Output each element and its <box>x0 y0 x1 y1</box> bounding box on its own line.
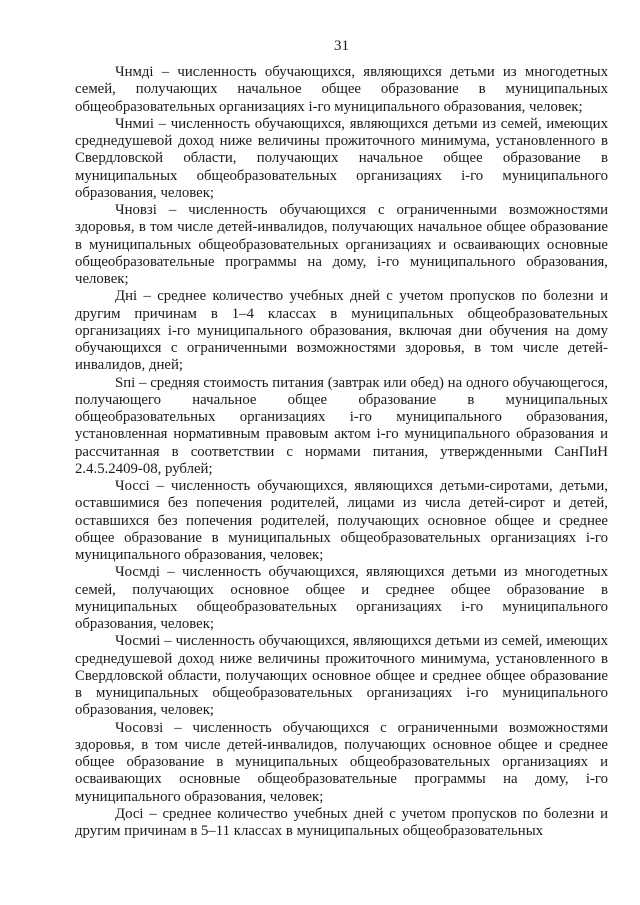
definition-paragraph: Чоссi – численность обучающихся, являющихся детьми-сиротами, детьми, оставшимися без попечения родителей, лицами из числа детей-сирот и детей, оставшихся без попечения родителей, получающих основное общее и среднее общее образование в муниципальных общеобразовательных организациях i-го муниципального образования, человек; <box>75 478 608 563</box>
definition-paragraph: Sпi – средняя стоимость питания (завтрак или обед) на одного обучающегося, получающего начальное общее образование в муниципальных общеобразовательных организациях i-го муниципального образования, установленная нормативным правовым актом i-го муниципального образования и рассчитанная в соответствии с нормами питания, утвержденными СанПиН 2.4.5.2409-08, рублей; <box>75 374 608 477</box>
definition-paragraph: Досi – среднее количество учебных дней с учетом пропусков по болезни и другим причинам в 5–11 классах в муниципальных общеобразовательных <box>75 805 608 839</box>
definition-paragraph: Чновзi – численность обучающихся с ограниченными возможностями здоровья, в том числе детей-инвалидов, получающих начальное общее образование в муниципальных общеобразовательных организациях и осваивающих основные общеобразовательные программы на дому, i-го муниципального образования, человек; <box>75 202 608 287</box>
definition-paragraph: Днi – среднее количество учебных дней с учетом пропусков по болезни и другим причинам в 1–4 классах в муниципальных общеобразовательных организациях i-го муниципального образования, включая дни обучения на дому обучающихся с ограниченными возможностями здоровья, в том числе детей-инвалидов, дней; <box>75 288 608 374</box>
definition-paragraph: Чосмиi – численность обучающихся, являющихся детьми из семей, имеющих среднедушевой доход ниже величины прожиточного минимума, установленного в Свердловской области, получающих основное общее и среднее общее образование в муниципальных общеобразовательных организациях i-го муниципального образования, человек; <box>75 633 608 719</box>
definition-paragraph: Чосовзi – численность обучающихся с ограниченными возможностями здоровья, в том числе детей-инвалидов, получающих основное общее и среднее общее образование в муниципальных общеобразовательных организациях и осваивающих основные общеобразовательные программы на дому, i-го муниципального образования, человек; <box>75 719 608 805</box>
definition-paragraph: Чнмиi – численность обучающихся, являющихся детьми из семей, имеющих среднедушевой доход ниже величины прожиточного минимума, установленного в Свердловской области, получающих начальное общее образование в муниципальных общеобразовательных организациях i-го муниципального образования, человек; <box>75 115 608 201</box>
page-number: 31 <box>334 38 349 54</box>
definition-paragraph: Чнмдi – численность обучающихся, являющихся детьми из многодетных семей, получающих начальное общее образование в муниципальных общеобразовательных организациях i-го муниципального образования, человек; <box>75 64 608 115</box>
definition-paragraph: Чосмдi – численность обучающихся, являющихся детьми из многодетных семей, получающих основное общее и среднее общее образование в муниципальных общеобразовательных организациях i-го муниципального образования, человек; <box>75 564 608 632</box>
page-body <box>75 64 608 840</box>
